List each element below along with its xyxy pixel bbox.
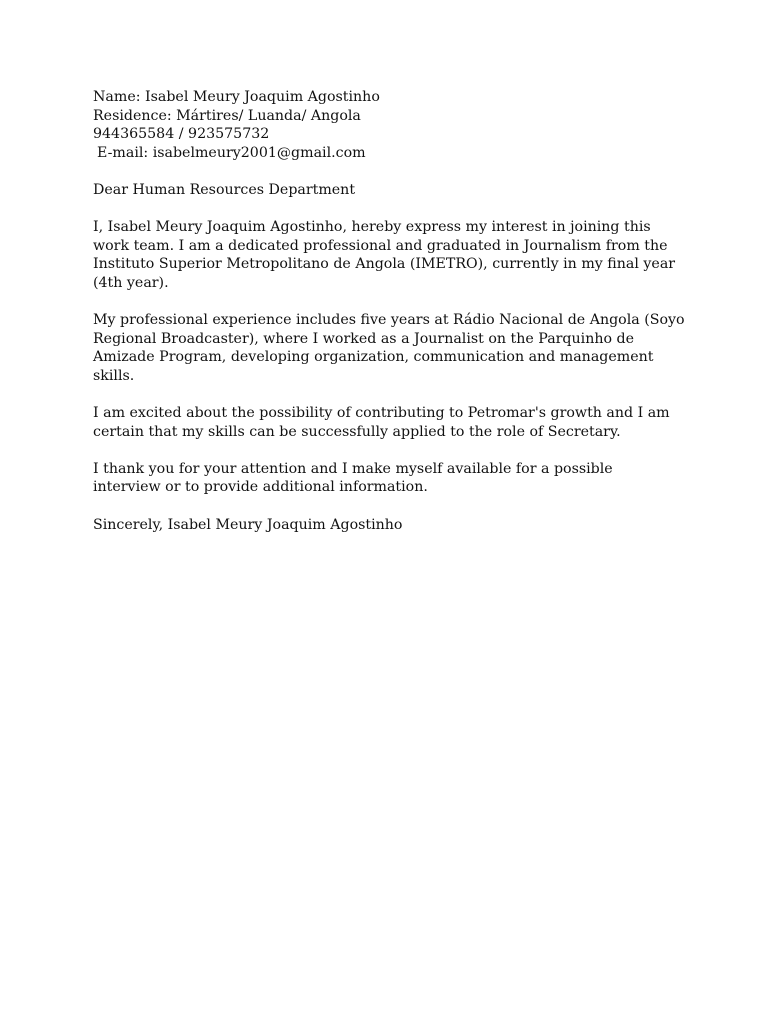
sender-residence: Residence: Mártires/ Luanda/ Angola xyxy=(93,107,361,124)
paragraph-line: My professional experience includes five years at Rádio Nacional de Angola (Soyo xyxy=(93,312,685,329)
paragraph-line: skills. xyxy=(93,367,135,384)
salutation-block xyxy=(93,181,688,200)
paragraph-intro xyxy=(93,218,688,292)
paragraph-line: Instituto Superior Metropolitano de Angola (IMETRO), currently in my final year xyxy=(93,256,676,273)
closing-signature: Sincerely, Isabel Meury Joaquim Agostinho xyxy=(93,516,403,533)
paragraph-line: (4th year). xyxy=(93,274,169,291)
paragraph-line: I am excited about the possibility of contributing to Petromar's growth and I am xyxy=(93,405,670,422)
paragraph-experience xyxy=(93,311,688,385)
closing-block xyxy=(93,516,688,535)
sender-info xyxy=(93,88,688,162)
paragraph-line: I, Isabel Meury Joaquim Agostinho, hereby express my interest in joining this xyxy=(93,219,651,236)
paragraph-line: interview or to provide additional information. xyxy=(93,479,428,496)
paragraph-thanks xyxy=(93,460,688,497)
cover-letter xyxy=(93,88,688,534)
paragraph-line: Amizade Program, developing organization, communication and management xyxy=(93,349,654,366)
sender-name: Name: Isabel Meury Joaquim Agostinho xyxy=(93,89,380,105)
paragraph-line: Regional Broadcaster), where I worked as a Journalist on the Parquinho de xyxy=(93,330,634,347)
salutation: Dear Human Resources Department xyxy=(93,181,356,198)
paragraph-motivation xyxy=(93,404,688,441)
paragraph-line: work team. I am a dedicated professional and graduated in Journalism from the xyxy=(93,237,668,254)
paragraph-line: I thank you for your attention and I make myself available for a possible xyxy=(93,460,613,477)
sender-phone: 944365584 / 923575732 xyxy=(93,126,270,143)
paragraph-line: certain that my skills can be successfully applied to the role of Secretary. xyxy=(93,423,621,440)
sender-email: E-mail: isabelmeury2001@gmail.com xyxy=(97,144,366,161)
